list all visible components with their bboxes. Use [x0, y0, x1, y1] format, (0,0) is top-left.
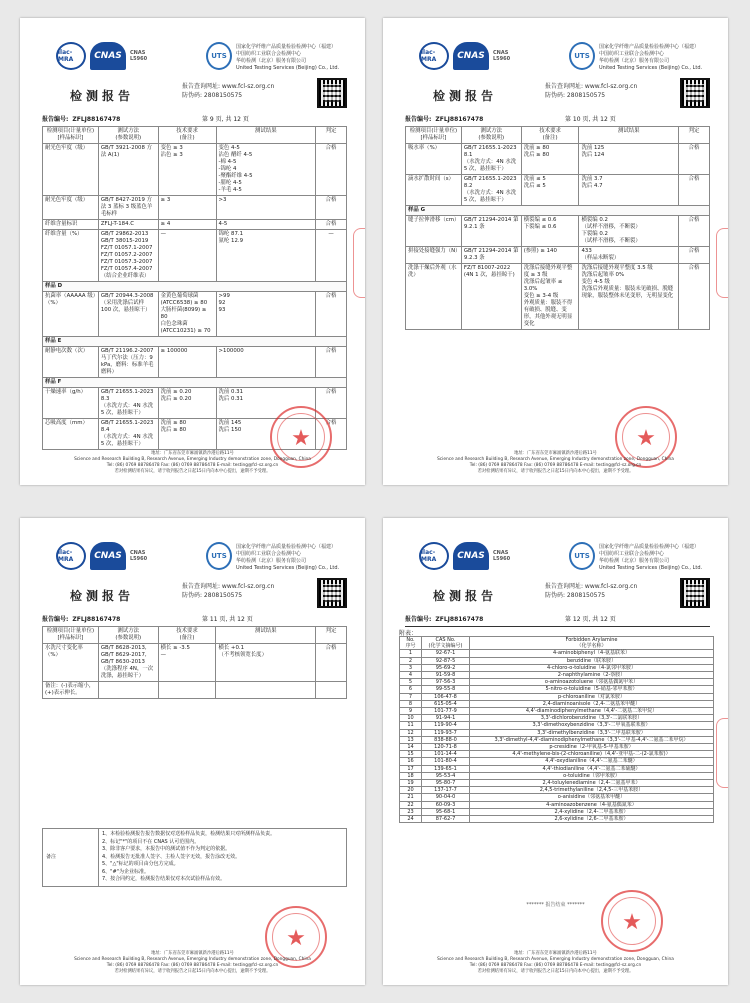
cell-item: 滴水扩散时间（s） [406, 175, 462, 206]
table-row [43, 644, 347, 682]
report-end: ******* 报告结束 ******* [526, 902, 585, 908]
cell-cas: 615-05-4 [422, 700, 470, 707]
qr-code [317, 78, 347, 108]
org-name: 国家化学纤维产品质量检验检测中心（福建） 中国纺织工业联合会检测中心 华纺检测（北京）服务有限公司 United Testing Services (Beijing) Co., Ltd. [236, 544, 340, 571]
table-row [400, 729, 714, 736]
table-row [400, 787, 714, 794]
cell-name: 4-chloro-o-toluidine（4-氯邻甲苯胺） [470, 664, 714, 671]
qr-code [680, 78, 710, 108]
cell-req: 洗前 ≥ 0.20 洗后 ≥ 0.20 [158, 388, 216, 419]
cell-result: 433 （样品未断裂） [579, 247, 679, 264]
cell-name: p-cresidine（2-甲氧基-5-甲基苯胺） [470, 744, 714, 751]
cell-method: GB/T 21655.1-2023 8.4 （水洗方式：4N 水洗 5 次，悬挂晾干） [98, 419, 158, 450]
table-row [43, 196, 347, 220]
cnas-logo: CNAS [90, 42, 126, 70]
cell-no: 3 [400, 664, 422, 671]
cell-req: 洗前 ≤ 5 洗后 ≤ 5 [521, 175, 579, 206]
cell-item: 备注：(-)表示缩小，(+)表示伸长。 [43, 682, 99, 699]
cell-name: o-toluidine（邻甲苯胺） [470, 772, 714, 779]
cell-item: 拼接处接缝强力（N） [406, 247, 462, 264]
qr-code [317, 578, 347, 608]
table-row [400, 722, 714, 729]
cnas-logo: CNAS [453, 542, 489, 570]
ilac-mra-logo: ilac-MRA [419, 42, 449, 70]
cell-req: 洗前 ≥ 80 洗后 ≥ 80 [158, 419, 216, 450]
cell-item: 缝子拉伸滑移（cm） [406, 216, 462, 247]
cnas-number-logo: CNAS L5960 [493, 550, 511, 562]
table-row [406, 144, 710, 175]
cnas-number-logo: CNAS L5960 [130, 550, 148, 562]
cell-result: >99 92 93 [216, 292, 316, 337]
page-footer: 地址：广东省东莞市麻涌镇新沙港后路11号 Science and Research Building B, Research Avenue, Emerging Industry demonstration zone, Dongguan, China Tel: (86) 0769 88786478 Fax: (86) 0769 88786478 E-mail: testing@fcl-sz.org.cn 若对检测结果有异议，请于收到报告之日起15日内向本中心提出，逾期不予受理。 [74, 951, 311, 974]
cell-cas: 91-94-1 [422, 715, 470, 722]
table-row [400, 808, 714, 815]
cell-verdict: 合格 [316, 196, 347, 220]
table-row [400, 794, 714, 801]
table-header: 检测项目(计量单位) [样品标识] 测试方法 (参数说明) 技术要求 (备注) 测试结果 判定 [43, 127, 347, 144]
table-row [400, 744, 714, 751]
cell-req: 变色 ≥ 3 沾色 ≥ 3 [158, 144, 216, 196]
cell-verdict: 合格 [316, 644, 347, 682]
table-row [400, 780, 714, 787]
cell-verdict: — [316, 230, 347, 282]
cell-name: 4-aminoazobenzene（4-氨基偶氮苯） [470, 801, 714, 808]
group-row: 样品 F [43, 378, 347, 388]
report-page-10 [383, 18, 728, 485]
table-header: 检测项目(计量单位) [样品标识] 测试方法 (参数说明) 技术要求 (备注) 测试结果 判定 [406, 127, 710, 144]
cell-name: 3,3'-dichlorobenzidine（3,3'-二氯联苯胺） [470, 715, 714, 722]
cnas-number-logo: CNAS L5960 [493, 50, 511, 62]
cell-name: 3,3'-dimethoxybenzidine（3,3'-二甲氧基联苯胺） [470, 722, 714, 729]
cell-name: 3,3'-dimethyl-4,4'-diaminodiphenylmethane（3,3'-二甲基-4,4'-二氨基二苯甲烷） [470, 736, 714, 743]
cell-item: 吸水率（%） [406, 144, 462, 175]
cell-cas: 119-93-7 [422, 729, 470, 736]
cell-cas: 87-62-7 [422, 816, 470, 823]
cell-cas: 838-88-0 [422, 736, 470, 743]
cell-method: GB/T 8628-2013, GB/T 8629-2017, GB/T 8630-2013 （洗涤程序 4N，一次洗涤，悬挂晾干） [98, 644, 158, 682]
cell-req: ≥ 3 [158, 196, 216, 220]
appendix-caption: 附表： [399, 630, 418, 637]
results-table [405, 126, 710, 330]
cell-verdict: 合格 [679, 247, 710, 264]
cell-cas: 91-59-8 [422, 672, 470, 679]
report-page-11 [20, 518, 365, 985]
cell-no: 2 [400, 657, 422, 664]
cell-req: 横裂编 ≤ 0.6 下裂编 ≤ 0.6 [521, 216, 579, 247]
org-name: 国家化学纤维产品质量检验检测中心（福建） 中国纺织工业联合会检测中心 华纺检测（北京）服务有限公司 United Testing Services (Beijing) Co., Ltd. [599, 544, 703, 571]
table-row [400, 758, 714, 765]
cell-result: 洗前 3.7 洗后 4.7 [579, 175, 679, 206]
cell-no: 19 [400, 780, 422, 787]
cell-method [98, 682, 158, 699]
cell-no: 11 [400, 722, 422, 729]
cell-method: GB/T 21294-2014 第 9.2.1 条 [461, 216, 521, 247]
cell-item: 耐光色牢度（级） [43, 144, 99, 196]
cnas-logo: CNAS [90, 542, 126, 570]
group-row: 样品 D [43, 282, 347, 292]
table-row [43, 347, 347, 378]
table-row [400, 736, 714, 743]
report-header [20, 40, 365, 78]
cell-req: 金黄色葡萄球菌(ATCC6538) ≥ 80 大肠杆菌(8099) ≥ 80 白色念珠菌(ATCC10231) ≥ 70 [158, 292, 216, 337]
cell-verdict: 合格 [316, 292, 347, 337]
cell-no: 4 [400, 672, 422, 679]
uts-logo: UTS [206, 42, 232, 70]
page-footer: 地址：广东省东莞市麻涌镇新沙港后路11号 Science and Research Building B, Research Avenue, Emerging Industry demonstration zone, Dongguan, China Tel: (86) 0769 88786478 Fax: (86) 0769 88786478 E-mail: testing@fcl-sz.org.cn 若对检测结果有异议，请于收到报告之日起15日内向本中心提出，逾期不予受理。 [437, 451, 674, 474]
cell-method: GB/T 8427-2019 方法 3 蓝标 3 级蓝色羊毛标样 [98, 196, 158, 220]
cell-result: 洗前 145 洗后 150 [216, 419, 316, 450]
cell-result: 洗涤后接缝外观平整度 3.5 级 洗涤后起皱率 0% 变色 4-5 级 洗涤后外观质量：服装未见破损、脱缝现象，服装整体未见变形，无明显变化 [579, 264, 679, 330]
cell-item: 洗涤干燥后外观（水洗） [406, 264, 462, 330]
table-row [400, 657, 714, 664]
report-info: 报告查询网址: www.fcl-sz.org.cn 防伪码: 2808150575 [182, 83, 275, 99]
table-row [406, 216, 710, 247]
cell-name: 2,4-toluylenediamine（2,4-二氨基甲苯） [470, 780, 714, 787]
cell-name: 2,6-xylidine（2,6-二甲基苯胺） [470, 816, 714, 823]
cell-no: 14 [400, 744, 422, 751]
cell-no: 10 [400, 715, 422, 722]
cell-method: GB/T 21655.1-2023 8.3 （水洗方式：4N 水洗 5 次，悬挂晾干） [98, 388, 158, 419]
cell-cas: 99-55-8 [422, 686, 470, 693]
cell-no: 13 [400, 736, 422, 743]
cell-name: 4,4'-methylene-bis-(2-chloroaniline)（4,4'-亚甲基-二-(2-氯苯胺)） [470, 751, 714, 758]
cell-verdict: 合格 [679, 216, 710, 247]
cell-no: 18 [400, 772, 422, 779]
table-row [406, 264, 710, 330]
cell-name: 3,3'-dimethylbenzidine（3,3'-二甲基联苯胺） [470, 729, 714, 736]
cell-verdict: 合格 [679, 144, 710, 175]
report-page-9 [20, 18, 365, 485]
cell-cas: 97-56-3 [422, 679, 470, 686]
cell-result: >100000 [216, 347, 316, 378]
cell-name: 4,4'-oxydianiline（4,4'-二氨基二苯醚） [470, 758, 714, 765]
page-footer: 地址：广东省东莞市麻涌镇新沙港后路11号 Science and Research Building B, Research Avenue, Emerging Industry demonstration zone, Dongguan, China Tel: (86) 0769 88786478 Fax: (86) 0769 88786478 E-mail: testing@fcl-sz.org.cn 若对检测结果有异议，请于收到报告之日起15日内向本中心提出，逾期不予受理。 [74, 451, 311, 474]
page-number: 第 10 页, 共 12 页 [565, 116, 616, 123]
cell-no: 12 [400, 729, 422, 736]
table-row [406, 247, 710, 264]
table-row [400, 765, 714, 772]
cell-no: 16 [400, 758, 422, 765]
report-info: 报告查询网址: www.fcl-sz.org.cn 防伪码: 2808150575 [545, 83, 638, 99]
report-number: 报告编号: ZFLJ88167478 第 11 页, 共 12 页 [42, 614, 347, 627]
report-number: 报告编号: ZFLJ88167478 第 10 页, 共 12 页 [405, 114, 710, 127]
cell-name: 4-aminobiphenyl（4-氨基联苯） [470, 650, 714, 657]
cell-cas: 95-69-2 [422, 664, 470, 671]
cell-cas: 92-67-1 [422, 650, 470, 657]
table-header: 检测项目(计量单位) [样品标识] 测试方法 (参数说明) 技术要求 (备注) 测试结果 判定 [43, 627, 347, 644]
cell-verdict: 合格 [316, 144, 347, 196]
cell-method: GB/T 21655.1-2023 8.2 （水洗方式：4N 水洗 5 次，悬挂晾干） [461, 175, 521, 206]
report-title: 检测报告 [70, 89, 135, 103]
cell-no: 17 [400, 765, 422, 772]
cell-name: 2,4-diaminoanisole（2,4-二氨基苯甲醚） [470, 700, 714, 707]
cell-method: GB/T 21655.1-2023 8.1 （水洗方式：4N 水洗 5 次，悬挂晾干） [461, 144, 521, 175]
cell-item: 耐静电次数（次） [43, 347, 99, 378]
cell-verdict [316, 682, 347, 699]
report-title: 检测报告 [70, 589, 135, 603]
cell-no: 7 [400, 693, 422, 700]
cell-result: 锦纶 87.1 氨纶 12.9 [216, 230, 316, 282]
cell-verdict: 合格 [679, 175, 710, 206]
results-table [42, 626, 347, 699]
cell-method: GB/T 21294-2014 第 9.2.3 条 [461, 247, 521, 264]
report-title: 检测报告 [433, 89, 498, 103]
cell-req: ≥ 4 [158, 220, 216, 230]
cell-name: 5-nitro-o-toluidine（5-硝基-邻甲苯胺） [470, 686, 714, 693]
cell-req: — [158, 230, 216, 282]
cell-no: 9 [400, 708, 422, 715]
cell-verdict: 合格 [316, 419, 347, 450]
table-row [400, 664, 714, 671]
cell-result: 横裂编 0.2 （试样不滑移，不断裂） 下裂编 0.2 （试样不滑移，不断裂） [579, 216, 679, 247]
org-name: 国家化学纤维产品质量检验检测中心（福建） 中国纺织工业联合会检测中心 华纺检测（北京）服务有限公司 United Testing Services (Beijing) Co., Ltd. [599, 44, 703, 71]
cell-method: ZFLJ-T-184.C [98, 220, 158, 230]
cell-req: 横长 ≥ -3.5 — [158, 644, 216, 682]
table-row [406, 175, 710, 206]
org-name: 国家化学纤维产品质量检验检测中心（福建） 中国纺织工业联合会检测中心 华纺检测（北京）服务有限公司 United Testing Services (Beijing) Co., Ltd. [236, 44, 340, 71]
page-seal [716, 718, 728, 788]
cell-item: 纤维含量标识 [43, 220, 99, 230]
cell-name: 4,4'-thiodianiline（4,4'-二氨基二苯硫醚） [470, 765, 714, 772]
cell-cas: 137-17-7 [422, 787, 470, 794]
cell-verdict: 合格 [316, 388, 347, 419]
report-header [20, 540, 365, 578]
table-row [43, 230, 347, 282]
cell-no: 21 [400, 794, 422, 801]
cell-cas: 101-77-9 [422, 708, 470, 715]
cell-cas: 101-80-4 [422, 758, 470, 765]
notes-table [42, 828, 347, 887]
table-row [43, 220, 347, 230]
cell-cas: 60-09-3 [422, 801, 470, 808]
cell-method: GB/T 21196.2-2007 马丁代尔法（压力：9 kPa，磨料：标准羊毛磨料） [98, 347, 158, 378]
report-header [383, 40, 728, 78]
cell-result: 4-5 [216, 220, 316, 230]
table-row [400, 693, 714, 700]
ilac-mra-logo: ilac-MRA [56, 542, 86, 570]
cell-result: >3 [216, 196, 316, 220]
ilac-mra-logo: ilac-MRA [56, 42, 86, 70]
cell-cas: 95-80-7 [422, 780, 470, 787]
cell-item: 水洗尺寸变化率（%） [43, 644, 99, 682]
official-stamp: ★ [270, 406, 332, 468]
table-row [400, 801, 714, 808]
report-number: 报告编号: ZFLJ88167478 第 12 页, 共 12 页 [405, 614, 710, 627]
table-row [400, 672, 714, 679]
cell-no: 5 [400, 679, 422, 686]
cell-no: 22 [400, 801, 422, 808]
page-seal [716, 228, 728, 298]
table-row [400, 772, 714, 779]
qr-code [680, 578, 710, 608]
cell-method: GB/T 20944.3-2008 （采用洗涤后试样 100 次，悬挂晾干） [98, 292, 158, 337]
uts-logo: UTS [569, 42, 595, 70]
table-row [400, 650, 714, 657]
official-stamp: ★ [615, 406, 677, 468]
cell-cas: 120-71-8 [422, 744, 470, 751]
cell-cas: 95-53-4 [422, 772, 470, 779]
table-row [43, 682, 347, 699]
report-number: 报告编号: ZFLJ88167478 第 9 页, 共 12 页 [42, 114, 347, 127]
cell-no: 8 [400, 700, 422, 707]
cell-req: (参照) ≥ 140 [521, 247, 579, 264]
cell-no: 24 [400, 816, 422, 823]
cell-name: o-aminoazotoluene（邻氨基偶氮甲苯） [470, 679, 714, 686]
cell-req [158, 682, 216, 699]
report-page-12 [383, 518, 728, 985]
cell-cas: 106-47-8 [422, 693, 470, 700]
official-stamp: ★ [601, 890, 663, 952]
cell-cas: 92-87-5 [422, 657, 470, 664]
page-number: 第 9 页, 共 12 页 [202, 116, 249, 123]
notes-body: 1、本检验检测报告报告数据仅对送检样品负责，检测结果只对所测样品负责。 2、标记"*"的项目不在 CNAS 认可范围内。 3、除非客户要求，本报告中的测试值不作为判定的依据。 4、检测报告无批准人签字、主检人签字无效，报告涂改无效。 5、"△"标记的项目由分包方完成。 6、"#"为企业标准。 7、按合同约定，检测报告结果仅对本次试验样品有效。 [99, 829, 347, 887]
cell-no: 6 [400, 686, 422, 693]
page-number: 第 12 页, 共 12 页 [565, 616, 616, 623]
cell-cas: 95-68-1 [422, 808, 470, 815]
page-number: 第 11 页, 共 12 页 [202, 616, 253, 623]
cell-item: 纤维含量（%） [43, 230, 99, 282]
cnas-logo: CNAS [453, 42, 489, 70]
cell-method: FZ/T 81007-2022 (4N 1 次，悬挂晾干) [461, 264, 521, 330]
table-row [43, 144, 347, 196]
report-info: 报告查询网址: www.fcl-sz.org.cn 防伪码: 2808150575 [545, 583, 638, 599]
table-row [400, 708, 714, 715]
table-row [400, 715, 714, 722]
ilac-mra-logo: ilac-MRA [419, 542, 449, 570]
results-table [42, 126, 347, 450]
cell-result [216, 682, 316, 699]
table-row [400, 686, 714, 693]
cell-cas: 101-14-4 [422, 751, 470, 758]
cell-cas: 119-90-4 [422, 722, 470, 729]
cell-req: 洗涤后接缝外观平整度 ≥ 3 级 洗涤后起皱率 ≤ 3.0% 变色 ≥ 3-4 级 外观质量：服装不得有破损、脱缝、变形，其他外观无明显变化 [521, 264, 579, 330]
cell-result: 变色 4-5 沾色 醋纤 4-5 -棉 4-5 -锦纶 4 -聚酯纤维 4-5 -腈纶 4-5 -羊毛 4-5 [216, 144, 316, 196]
table-row [400, 700, 714, 707]
cell-name: benzidine（联苯胺） [470, 657, 714, 664]
cell-item: 耐光色牢度（级） [43, 196, 99, 220]
cell-no: 1 [400, 650, 422, 657]
cell-cas: 139-65-1 [422, 765, 470, 772]
cell-result: 洗前 0.31 洗后 0.31 [216, 388, 316, 419]
table-row [400, 816, 714, 823]
group-row: 样品 G [406, 206, 710, 216]
cell-cas: 90-04-0 [422, 794, 470, 801]
cell-item: 抗菌率（AAAAA 级）（%） [43, 292, 99, 337]
group-row: 样品 E [43, 337, 347, 347]
cell-no: 15 [400, 751, 422, 758]
cell-result: 洗前 125 洗后 124 [579, 144, 679, 175]
cell-req: ≥ 100000 [158, 347, 216, 378]
cnas-number-logo: CNAS L5960 [130, 50, 148, 62]
cell-name: 2,4,5-trimethylaniline（2,4,5-三甲基苯胺） [470, 787, 714, 794]
uts-logo: UTS [569, 542, 595, 570]
table-row [43, 292, 347, 337]
page-seal [353, 228, 365, 298]
cell-no: 20 [400, 787, 422, 794]
cell-name: 2-naphthylamine（2-萘胺） [470, 672, 714, 679]
cell-verdict: 合格 [316, 347, 347, 378]
cell-verdict: 合格 [316, 220, 347, 230]
report-info: 报告查询网址: www.fcl-sz.org.cn 防伪码: 2808150575 [182, 583, 275, 599]
cell-no: 23 [400, 808, 422, 815]
cell-name: 4,4'-diaminodiphenylmethane（4,4'-二氨基二苯甲烷） [470, 708, 714, 715]
cell-req: 洗前 ≥ 80 洗后 ≥ 80 [521, 144, 579, 175]
page-footer: 地址：广东省东莞市麻涌镇新沙港后路11号 Science and Research Building B, Research Avenue, Emerging Industry demonstration zone, Dongguan, China Tel: (86) 0769 88786478 Fax: (86) 0769 88786478 E-mail: testing@fcl-sz.org.cn 若对检测结果有异议，请于收到报告之日起15日内向本中心提出，逾期不予受理。 [437, 951, 674, 974]
report-title: 检测报告 [433, 589, 498, 603]
official-stamp: ★ [265, 906, 327, 968]
uts-logo: UTS [206, 542, 232, 570]
notes-label: 备注 [43, 829, 99, 887]
table-row [400, 679, 714, 686]
cell-result: 横长 +0.1 （不考核领宽长度） [216, 644, 316, 682]
cell-method: GB/T 3921-2008 方法 A(1) [98, 144, 158, 196]
cell-method: GB/T 29862-2013 GB/T 38015-2019 FZ/T 01057.1-2007 FZ/T 01057.2-2007 FZ/T 01057.3-2007 FZ/T 01057.4-2007 （结合企业纤维表） [98, 230, 158, 282]
cell-name: p-chloroaniline（对氯苯胺） [470, 693, 714, 700]
cell-item: 干燥速率（g/h） [43, 388, 99, 419]
cell-verdict: 合格 [679, 264, 710, 330]
cell-item: 芯吸高度（mm） [43, 419, 99, 450]
report-header [383, 540, 728, 578]
cell-name: 2,4-xylidine（2,4-二甲基苯胺） [470, 808, 714, 815]
arylamine-table [399, 636, 714, 823]
table-row [400, 751, 714, 758]
cell-name: o-anisidine（邻氨基苯甲醚） [470, 794, 714, 801]
table-header: No. 序号 CAS No. (化学文摘编号) Forbidden Arylamine （化学名称） [400, 637, 714, 650]
